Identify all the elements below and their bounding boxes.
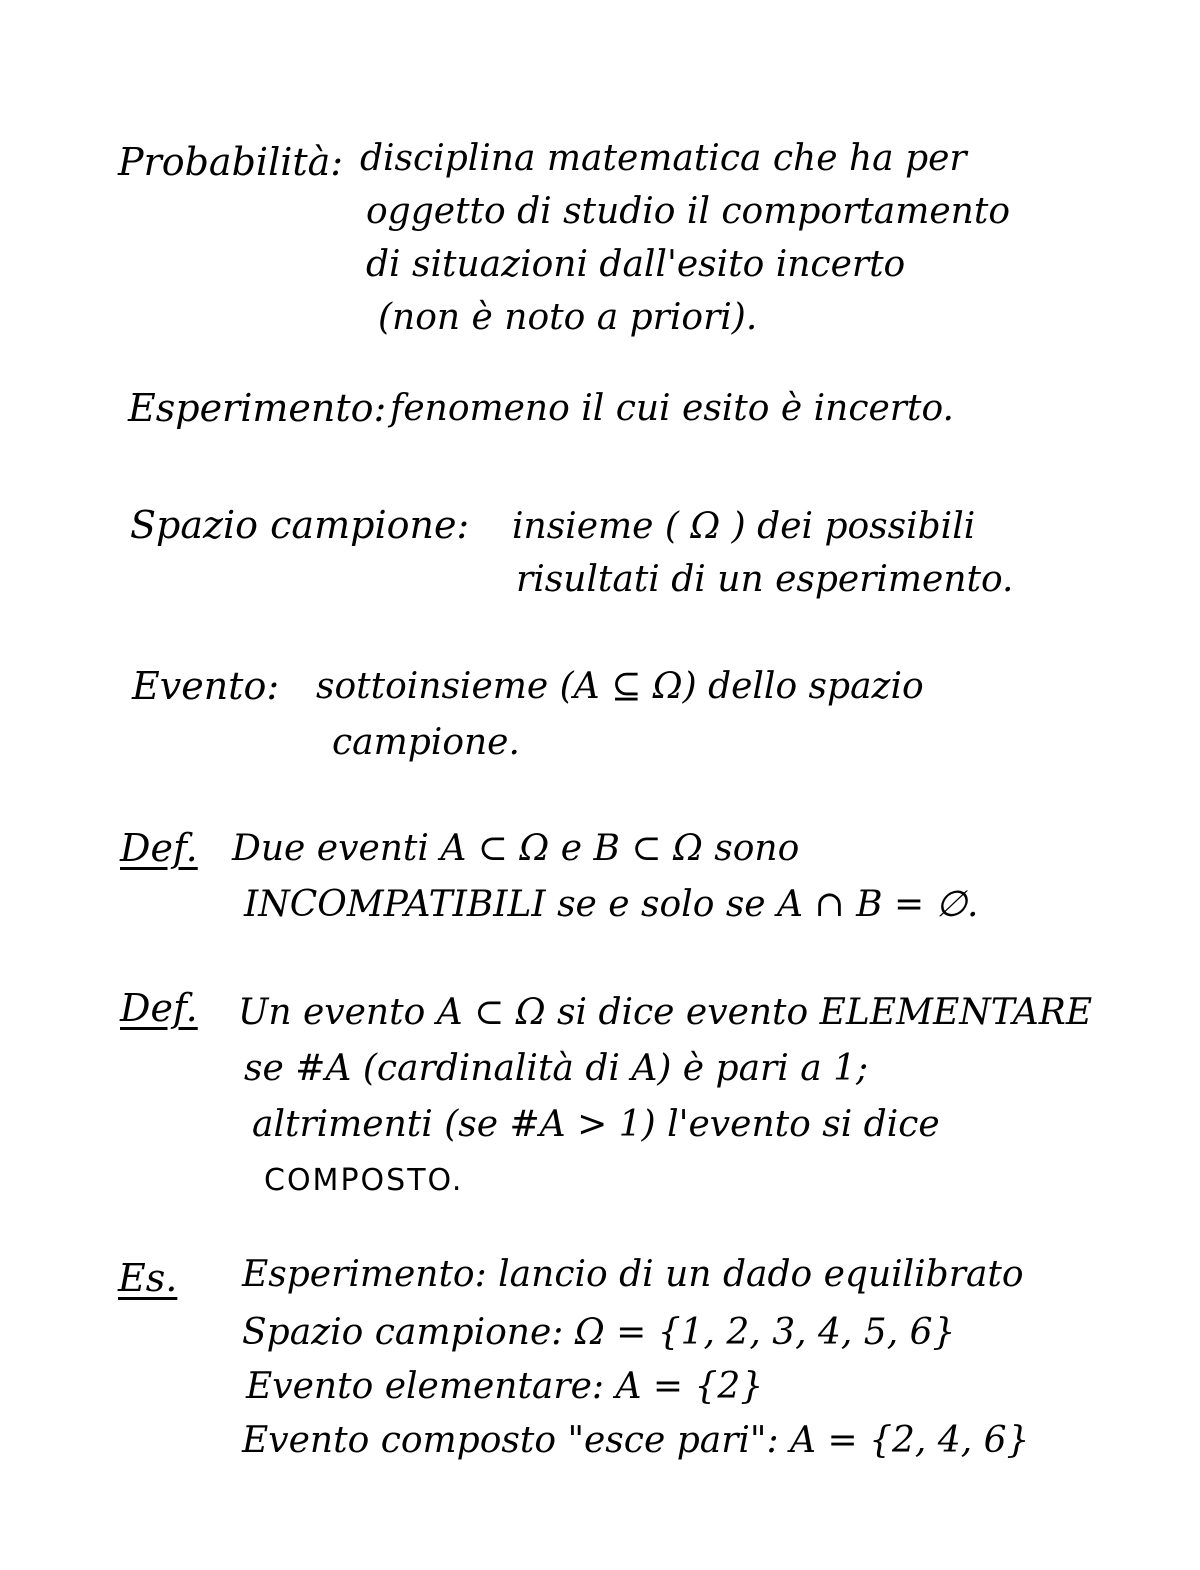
term-probabilita: Probabilità: bbox=[118, 140, 344, 184]
def-label: Def. bbox=[120, 986, 198, 1030]
esperimento-line-1: fenomeno il cui esito è incerto. bbox=[390, 388, 954, 429]
def1-line-2: INCOMPATIBILI se e solo se A ∩ B = ∅. bbox=[244, 884, 979, 925]
def-label: Def. bbox=[120, 826, 198, 870]
def1-line-1: Due eventi A ⊂ Ω e B ⊂ Ω sono bbox=[232, 828, 800, 869]
es-line-4: Evento composto "esce pari": A = {2, 4, 6} bbox=[242, 1420, 1030, 1461]
es-line-1: Esperimento: lancio di un dado equilibrato bbox=[242, 1254, 1024, 1295]
term-esperimento: Esperimento: bbox=[128, 386, 387, 430]
def2-line-2: se #A (cardinalità di A) è pari a 1; bbox=[244, 1048, 869, 1089]
evento-line-2: campione. bbox=[332, 722, 520, 763]
probabilita-line-1: disciplina matematica che ha per bbox=[360, 138, 967, 179]
example-label: Es. bbox=[118, 1256, 178, 1300]
probabilita-line-2: oggetto di studio il comportamento bbox=[366, 191, 1010, 232]
evento-line-1: sottoinsieme (A ⊆ Ω) dello spazio bbox=[316, 666, 924, 707]
spazio-line-2: risultati di un esperimento. bbox=[516, 559, 1014, 600]
probabilita-line-4: (non è noto a priori). bbox=[378, 297, 758, 338]
es-line-3: Evento elementare: A = {2} bbox=[246, 1366, 764, 1407]
def2-line-3: altrimenti (se #A > 1) l'evento si dice bbox=[252, 1104, 940, 1145]
def2-line-4: COMPOSTO. bbox=[264, 1163, 464, 1198]
es-line-2: Spazio campione: Ω = {1, 2, 3, 4, 5, 6} bbox=[242, 1312, 956, 1353]
spazio-line-1: insieme ( Ω ) dei possibili bbox=[512, 506, 976, 547]
probabilita-line-3: di situazioni dall'esito incerto bbox=[366, 244, 906, 285]
term-spazio-campione: Spazio campione: bbox=[130, 503, 470, 547]
def2-line-1: Un evento A ⊂ Ω si dice evento ELEMENTARE bbox=[238, 992, 1093, 1033]
term-evento: Evento: bbox=[132, 664, 280, 708]
